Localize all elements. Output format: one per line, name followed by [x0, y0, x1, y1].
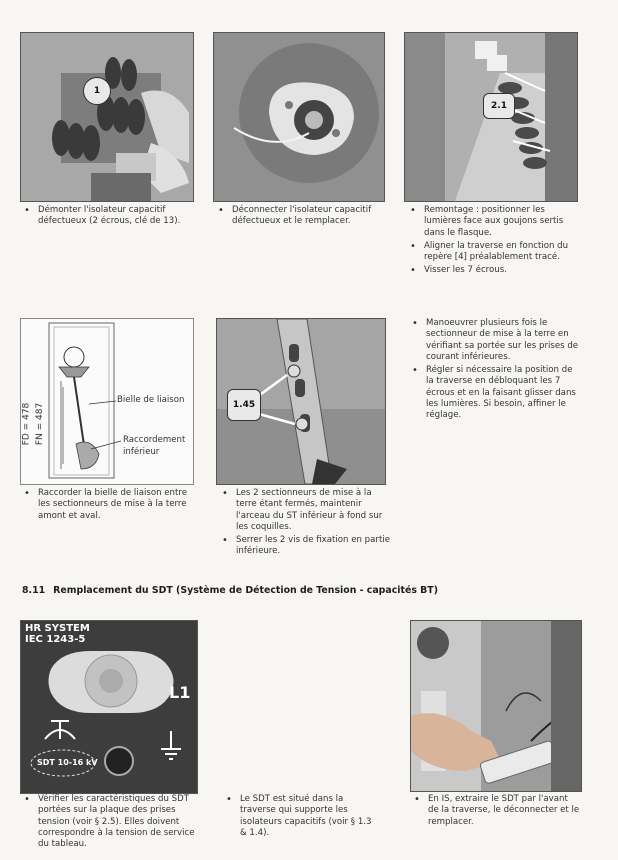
photo-insulator-disconnect: [213, 32, 385, 202]
section-title: Remplacement du SDT (Système de Détection de Tension - capacités BT): [53, 585, 438, 596]
instruction-item: • Remontage : positionner les lumières face aux goujons sertis dans le flasque.: [424, 205, 580, 239]
step-badge: 1.45: [227, 389, 261, 421]
instruction-item: • Visser les 7 écrous.: [424, 265, 580, 276]
section-heading: [22, 585, 438, 596]
instruction-item: • Manoeuvrer plusieurs fois le sectionneur de mise à la terre en vérifiant sa portée sur les prises de courant inférieures.: [426, 318, 580, 363]
plate-brand: HR SYSTEM: [25, 623, 90, 634]
insulator-removal-illustration: [21, 33, 193, 201]
row1-col2-text: [218, 205, 388, 230]
row1-col3-text: [410, 205, 580, 279]
photo-sdt-plate: [20, 620, 198, 794]
row2-col1-text: [24, 488, 196, 524]
step-badge: 1: [83, 77, 111, 105]
dimension-fd: FD = 478: [21, 402, 32, 446]
instruction-item: • Régler si nécessaire la position de la traverse en débloquant les 7 écrous et en la faisant glisser dans les lumières. Si besoin, affiner le réglage.: [426, 365, 580, 421]
row3-col2-text: [226, 794, 376, 841]
instruction-item: • Les 2 sectionneurs de mise à la terre étant fermés, maintenir l'arceau du ST inférieur à fond sur les coquilles.: [236, 488, 392, 533]
step-badge: 2.1: [483, 93, 515, 119]
section-number: 8.11: [22, 585, 46, 596]
row3-col1-text: [24, 794, 200, 852]
instruction-item: • Démonter l'isolateur capacitif défectueux (2 écrous, clé de 13).: [38, 205, 199, 228]
instruction-item: • En IS, extraire le SDT par l'avant de la traverse, le déconnecter et le remplacer.: [428, 794, 580, 828]
photo-insulator-removal: [20, 32, 194, 202]
sdt-plate-illustration: [21, 621, 197, 793]
instruction-item: • Serrer les 2 vis de fixation en partie inférieure.: [236, 535, 392, 558]
row2-col3-text: [412, 318, 580, 424]
insulator-disconnect-illustration: [214, 33, 384, 201]
plate-standard: IEC 1243-5: [25, 634, 86, 645]
instruction-item: • Vérifier les caractéristiques du SDT portées sur la plaque des prises tension (voir § 2.5). Elles doivent correspondre à la tension de service du tableau.: [38, 794, 200, 850]
diagram-connecting-rod: [20, 318, 194, 485]
instruction-item: • Aligner la traverse en fonction du repère [4] préalablement tracé.: [424, 241, 580, 264]
photo-sdt-extraction: [410, 620, 582, 792]
label-connecting-rod: Bielle de liaison: [117, 395, 185, 405]
plate-sdt-rating: SDT 10-16 kV: [37, 758, 98, 767]
row3-col3-text: [414, 794, 580, 830]
label-lower-connection-1: Raccordement: [123, 435, 186, 445]
dimension-fn: FN = 487: [35, 402, 46, 446]
row1-col1-text: [24, 205, 199, 230]
photo-earthing-switch-screws: [216, 318, 386, 485]
instruction-item: • Déconnecter l'isolateur capacitif défectueux et le remplacer.: [232, 205, 388, 228]
instruction-item: • Le SDT est situé dans la traverse qui supporte les isolateurs capacitifs (voir § 1.3 & 1.4).: [240, 794, 376, 839]
plate-phase-label: L1: [169, 683, 191, 702]
sdt-extraction-illustration: [411, 621, 581, 791]
row2-col2-text: [222, 488, 392, 560]
instruction-item: • Raccorder la bielle de liaison entre les sectionneurs de mise à la terre amont et aval.: [38, 488, 196, 522]
label-lower-connection-2: inférieur: [123, 447, 160, 457]
photo-crossbar-remount: [404, 32, 578, 202]
